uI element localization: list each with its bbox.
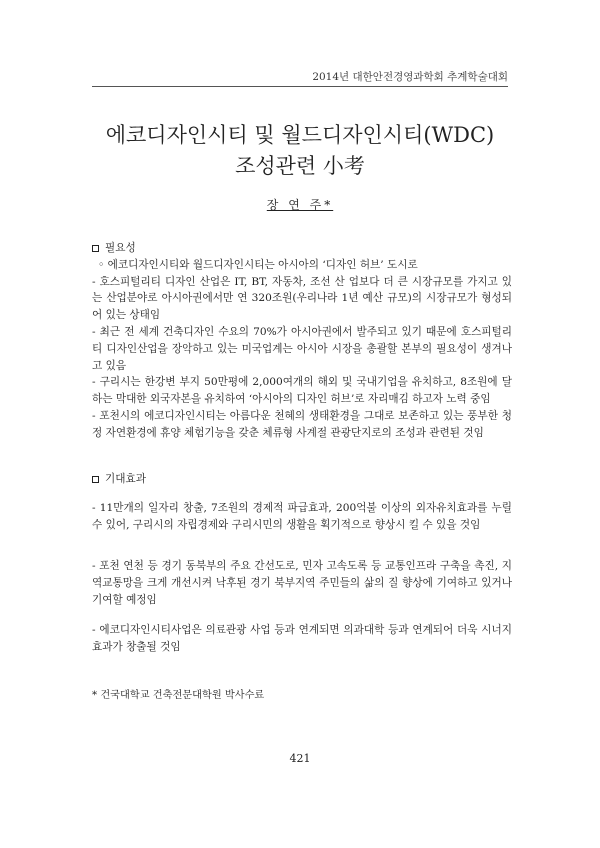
paragraph: - 에코디자인시티사업은 의료관광 사업 등과 연계되면 의과대학 등과 연계되어 더욱 시너지 효과가 창출될 것임 (92, 624, 512, 653)
author-block (0, 196, 600, 213)
title-line-1: 에코디자인시티 및 월드디자인시티(WDC) (105, 123, 495, 147)
paragraph: - 포천시의 에코디자인시티는 아름다운 천혜의 생태환경을 그대로 보존하고 있는 풍부한 청정 자연환경에 휴양 체험기능을 갖춘 체류형 사계절 관광단지로의 조성과 관련된 것임 (92, 409, 512, 439)
paper-title (0, 120, 600, 182)
author-name: 장 연 주* (266, 198, 334, 212)
section-necessity (92, 240, 512, 442)
paragraph: - 최근 전 세계 건축디자인 수요의 70%가 아시아권에서 발주되고 있기 때문에 호스피털리티 디자인산업을 장악하고 있는 미국업계는 아시아 시장을 총괄할 본부의 필요성이 생겨나고 있음 (92, 325, 512, 372)
page-number: 421 (289, 752, 311, 765)
paragraph: - 호스피털리티 디자인 산업은 IT, BT, 자동차, 조선 산 업보다 더 큰 시장규모를 가지고 있는 산업분야로 아시아권에서만 연 320조원(우리나라 1년 예산 규모)의 시장규모가 형성되어 있는 상태임 (92, 275, 512, 322)
footnote: * 건국대학교 건축전문대학원 박사수료 (92, 690, 265, 701)
effects-paragraph-1 (92, 500, 512, 534)
running-header: 2014년 대한안전경영과학회 추계학술대회 (312, 71, 508, 83)
section-heading-label: 필요성 (105, 242, 136, 254)
section-heading (92, 240, 512, 257)
section-heading (92, 471, 512, 488)
effects-paragraph-3 (92, 622, 512, 656)
title-line-2: 조성관련 小考 (235, 154, 365, 178)
checkbox-bullet-icon (92, 245, 99, 252)
paragraph: - 포천 연천 등 경기 동북부의 주요 간선도로, 민자 고속도록 등 교통인프라 구축을 촉진, 지역교통망을 크게 개선시켜 낙후된 경기 북부지역 주민들의 삶의 질 향상에 기여하고 있거나 기여할 예정임 (92, 560, 512, 606)
header-divider (92, 86, 508, 87)
paragraph: - 구리시는 한강변 부지 50만평에 2,000여개의 해외 및 국내기업을 유치하고, 8조원에 달하는 막대한 외국자본을 유치하여 ‘아시아의 디자인 허브’로 자리매김 하고자 노력 중임 (92, 376, 512, 406)
checkbox-bullet-icon (92, 476, 99, 483)
section-heading-label: 기대효과 (105, 473, 146, 485)
paragraph: ◦ 에코디자인시티와 월드디자인시티는 아시아의 ‘디자인 허브’ 도시로 (98, 258, 418, 271)
paragraph: - 11만개의 일자리 창출, 7조원의 경제적 파급효과, 200억불 이상의 외자유치효과를 누릴 수 있어, 구리시의 자립경제와 구리시민의 생활을 획기적으로 향상시 킬 수 있을 것임 (92, 502, 512, 531)
effects-paragraph-2 (92, 558, 512, 608)
section-expected-effects (92, 471, 512, 488)
